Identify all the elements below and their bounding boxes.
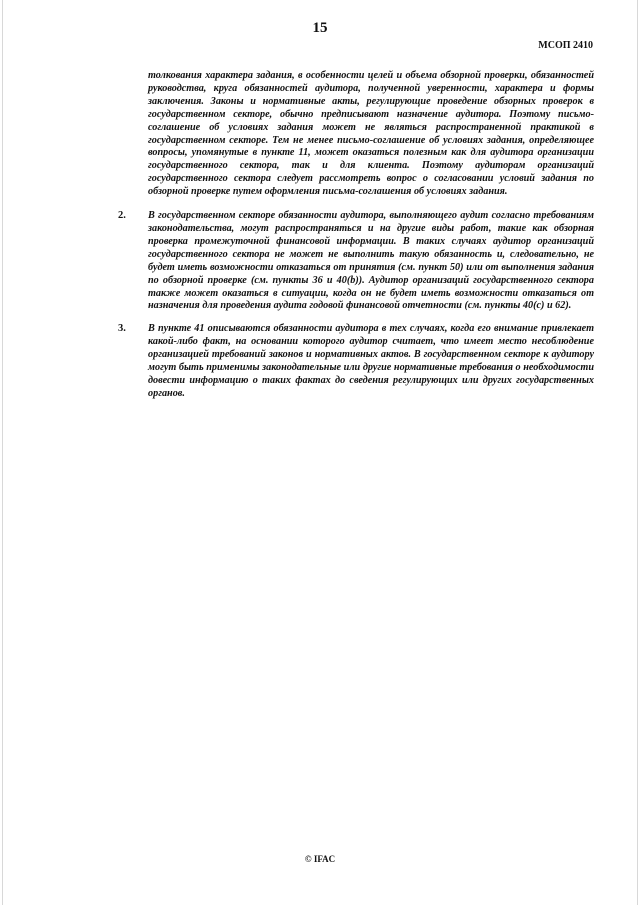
- paragraph-continued: [148, 70, 594, 199]
- page-number: 15: [312, 20, 328, 36]
- paragraph-text: В пункте 41 описываются обязанности аудитора в тех случаях, когда его внимание привлекает какой-либо факт, на основании которого аудитор считает, что имеет место несоблюдение организацией требований законов и нормативных актов. В государственном секторе к аудитору могут быть применимы законодательные или другие нормативные требования о необходимости довести информацию о таких фактах до сведения регулирующих или других государственных органов.: [148, 323, 594, 399]
- page-edge-left: [2, 0, 3, 905]
- paragraph-text: В государственном секторе обязанности аудитора, выполняющего аудит согласно требованиям законодательства, могут распространяться и на другие виды работ, такие как обзорная проверка промежуточной финансовой информации. В таких случаях аудитор организаций государственного сектора не может не выполнить такую обязанность и, следовательно, не будет иметь возможности отказаться от принятия (см. пункт 50) или от выполнения задания по обзорной проверке (см. пункты 36 и 40(b)). Аудитор организаций государственного сектора также может оказаться в ситуации, когда он не будет иметь возможности отказаться от назначения для проведения аудита годовой финансовой отчетности (см. пункты 40(c) и 62).: [148, 210, 594, 312]
- page-edge-right: [637, 0, 638, 905]
- paragraph-3: [118, 323, 594, 400]
- paragraph-number: 3.: [118, 323, 126, 335]
- copyright-footer: © IFAC: [304, 854, 336, 864]
- paragraph-2: [118, 210, 594, 313]
- paragraph-text: толкования характера задания, в особенности целей и объема обзорной проверки, обязанностей руководства, круга обязанностей аудитора, полученной уверенности, характера и формы заключения. Законы и нормативные акты, регулирующие проведение обзорных проверок в государственном секторе, обычно предписывают назначение аудитора. Поэтому письмо-соглашение об условиях задания может не являться распространенной практикой в государственном секторе. Тем не менее письмо-соглашение об условиях задания, определяющее вопросы, упомянутые в пункте 11, может оказаться полезным как для аудитора организации государственного сектора, так и для клиента. Поэтому аудиторам организаций государственного сектора следует рассмотреть вопрос о согласовании условий задания по обзорной проверке путем оформления письма-соглашения об условиях задания.: [148, 70, 594, 198]
- page-content: [118, 70, 594, 411]
- paragraph-number: 2.: [118, 210, 126, 222]
- document-code: МСОП 2410: [538, 40, 593, 51]
